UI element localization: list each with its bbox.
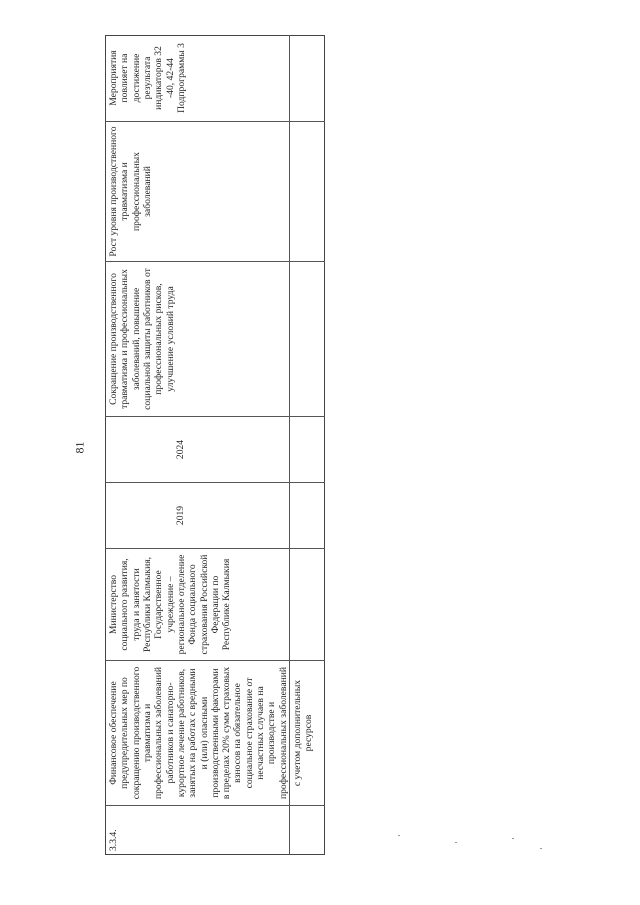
expected-result-cell [105, 261, 290, 416]
footer-start-cell [290, 482, 325, 548]
scan-speck [398, 835, 400, 836]
relation-text: Мероприятия повлияет на достижение результата индикаторов 32 -40, 42-44 Подпрограммы 3 [108, 43, 187, 113]
consequences-text: Рост уровня производственного травматизма и профессиональных заболеваний [108, 126, 153, 257]
footer-end-cell [290, 416, 325, 482]
end-year-cell [105, 416, 290, 482]
consequences-cell [105, 121, 290, 261]
activity-text: Финансовое обеспечение предупредительных мер по сокращению производственного травматизма и профессиональных заболеваний работников и санаторно-курортное лечение работников, занятых на работах с вредными и (или) опасными производственными факторами в пределах 20% сумм страховых взносов на обязательное социальное страхование от несчастных случаев на производстве и профессиональных заболеваний [108, 666, 289, 800]
scan-speck [455, 842, 457, 843]
relation-cell [105, 35, 290, 121]
executors-text: Министерство социального развития, труда и занятости Республики Калмыкия, Государственное учреждение – региональное отделение Фонда социального страхования Российской Федерации по Республике Калмыкия [108, 554, 233, 655]
footer-executors-cell [290, 548, 325, 660]
expected-result-text: Сокращение производственного травматизма и профессиональных заболеваний, повышение социальной защиты работников от профессиональных рисков, улучшение условий труда [108, 268, 176, 410]
footer-note-cell [290, 660, 325, 805]
footer-relation-cell [290, 35, 325, 121]
footer-consequences-cell [290, 121, 325, 261]
activity-cell [105, 660, 290, 805]
footer-note: с учетом дополнительных ресурсов [292, 679, 315, 787]
footer-number-cell [290, 805, 325, 855]
scan-speck [512, 838, 514, 839]
rotated-table-wrapper [105, 35, 325, 855]
activity-table [105, 35, 325, 855]
row-number-cell [105, 805, 290, 855]
page-number: 81 [72, 441, 87, 454]
start-year-cell [105, 482, 290, 548]
footer-result-cell [290, 261, 325, 416]
start-year: 2019 [175, 505, 186, 526]
scan-speck [540, 848, 542, 849]
executors-cell [105, 548, 290, 660]
row-number: 3.3.4. [108, 829, 119, 851]
end-year: 2024 [175, 439, 186, 460]
